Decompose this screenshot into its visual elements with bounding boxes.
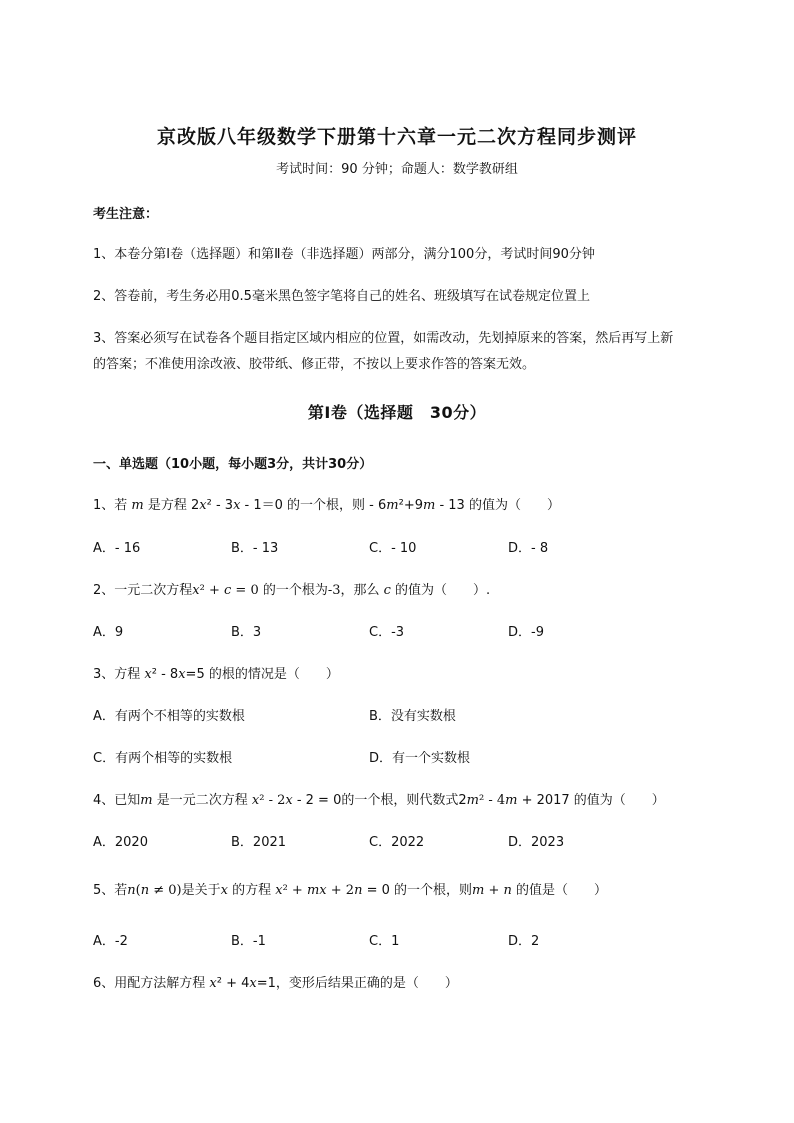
question-2: 2、一元二次方程x² + c = 0 的一个根为-3，那么 c 的值为（ ）. xyxy=(93,583,491,598)
q4-option-d: D．2023 xyxy=(508,835,565,850)
question-1: 1、若 m 是方程 2x² - 3x - 1＝0 的一个根，则 - 6m²+9m - 13 的值为（ ） xyxy=(93,498,560,513)
q5-option-c: C．1 xyxy=(369,934,400,949)
q2-option-a: A．9 xyxy=(93,625,124,640)
q4-option-c: C．2022 xyxy=(369,835,425,850)
notice-heading: 考生注意： xyxy=(93,207,159,222)
q3-option-c: C．有两个相等的实数根 xyxy=(93,751,233,766)
section-title: 第Ⅰ卷（选择题 30分） xyxy=(307,403,487,422)
question-6: 6、用配方法解方程 x² + 4x=1，变形后结果正确的是（ ） xyxy=(93,976,458,991)
q5-option-a: A．-2 xyxy=(93,934,128,949)
notice-item-2: 2、答卷前，考生务必用0.5毫米黑色签字笔将自己的姓名、班级填写在试卷规定位置上 xyxy=(93,289,590,304)
part-heading: 一、单选题（10小题，每小题3分，共计30分） xyxy=(93,457,373,472)
question-3: 3、方程 x² - 8x=5 的根的情况是（ ） xyxy=(93,667,339,682)
q1-option-c: C．- 10 xyxy=(369,541,417,556)
q3-option-a: A．有两个不相等的实数根 xyxy=(93,709,245,724)
q1-option-d: D．- 8 xyxy=(508,541,549,556)
q1-option-a: A．- 16 xyxy=(93,541,141,556)
exam-subtitle: 考试时间：90 分钟；命题人：数学教研组 xyxy=(276,162,518,177)
q3-option-d: D．有一个实数根 xyxy=(369,751,471,766)
q5-option-b: B．-1 xyxy=(231,934,266,949)
q5-option-d: D．2 xyxy=(508,934,540,949)
notice-item-1: 1、本卷分第I卷（选择题）和第Ⅱ卷（非选择题）两部分，满分100分，考试时间90分钟 xyxy=(93,247,595,262)
notice-item-3: 3、答案必须写在试卷各个题目指定区域内相应的位置，如需改动，先划掉原来的答案，然后再写上新 xyxy=(93,331,674,346)
q4-option-b: B．2021 xyxy=(231,835,287,850)
q2-option-d: D．-9 xyxy=(508,625,544,640)
q2-option-b: B．3 xyxy=(231,625,262,640)
q4-option-a: A．2020 xyxy=(93,835,148,850)
notice-item-3-continued: 的答案；不准使用涂改液、胶带纸、修正带，不按以上要求作答的答案无效。 xyxy=(93,357,536,372)
exam-title: 京改版八年级数学下册第十六章一元二次方程同步测评 xyxy=(156,126,637,148)
q3-option-b: B．没有实数根 xyxy=(369,709,456,724)
question-4: 4、已知m 是一元二次方程 x² - 2x - 2 = 0的一个根，则代数式2m² - 4m + 2017 的值为（ ） xyxy=(93,793,665,808)
question-5: 5、若n(n ≠ 0)是关于x 的方程 x² + mx + 2n = 0 的一个根，则m + n 的值是（ ） xyxy=(93,883,608,898)
q2-option-c: C．-3 xyxy=(369,625,405,640)
q1-option-b: B．- 13 xyxy=(231,541,279,556)
